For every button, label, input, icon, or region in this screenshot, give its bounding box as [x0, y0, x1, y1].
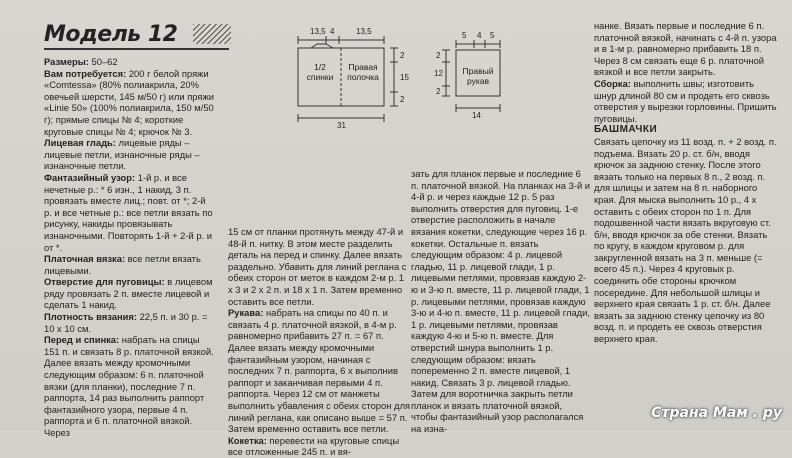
paragraph-heading: Размеры: — [44, 56, 89, 67]
paragraph-text: 22,5 п. и 30 р. = 10 х 10 см. — [44, 311, 208, 334]
paragraph-heading: Перед и спинка: — [44, 334, 120, 346]
paragraph-heading: Рукава: — [228, 307, 264, 319]
piece-label-front: Правая полочка — [347, 62, 379, 82]
paragraph-text: набрать на спицы 151 п. и связать 8 р. платочной вязкой. Далее вязать между кромочными следующим образом: 6 п. платочной вязки (для планки), последние 7 п. раппорта, 14 раз выполнить раппорт фантазийного узора, первые 4 п. раппорта и 6 п. платочной вязкой. Через — [44, 334, 214, 438]
text-column-3 — [411, 168, 591, 435]
dim-sleeve-top-3: 5 — [490, 31, 495, 40]
page-title: Модель 12 — [44, 22, 178, 47]
paragraph-text: Связать цепочку из 11 возд. п. + 2 возд. п. подъема. Вязать 20 р. ст. б/н, вводя крючок за заднюю стенку. После этого вязать только на первых 8 п., 2 возд. п. для шлицы и затем на 8 п. наборного края. Для мыска выполнить 10 р., 4 х оставить с обеих сторон по 1 п. Для подошвенной части вязать вкруговую ст. б/н, вводя крючок за обе стенки. Вязать по кругу, в каждом круговом р. для закругленной вязать на 3 п. меньше (= всего 45 п.). Через 4 круговых р. соединить обе стороны крючком посередине. Для небольшой шлицы и верхнего края связать 1 р. ст. б/н. Далее вязать за заднюю стенку цепочку из 80 возд. п. и продеть ее сквозь отверстия верхнего края. — [594, 135, 777, 345]
site-watermark: Страна Мам . ру — [651, 405, 782, 421]
dim-front-side-2: 15 — [400, 73, 409, 82]
paragraph — [44, 334, 214, 438]
paragraph — [228, 435, 410, 458]
paragraph — [228, 307, 410, 435]
paragraph — [44, 68, 214, 138]
dim-sleeve-side-2: 12 — [434, 69, 443, 78]
paragraph-heading: Плотность вязания: — [44, 311, 137, 323]
dim-sleeve-top-1: 5 — [462, 31, 467, 40]
dim-front-bottom: 31 — [337, 121, 346, 130]
paragraph — [594, 136, 778, 345]
paragraph — [44, 276, 214, 311]
paragraph-heading: Фантазийный узор: — [44, 171, 136, 183]
paragraph-text: лицевые ряды – лицевые петли, изнаночные ряды – изнаночные петли. — [44, 137, 200, 172]
paragraph-text: зать для планок первые и последние 6 п. платочной вязкой. На планках на 3-й и 4-й р. и через каждые 12 р. 5 раз выполнить отверстия для пуговиц. 1-е отверстие расположить в начале вязания кокетки, следующие через 16 р. кокетки. Остальные п. вязать следующим образом: 4 р. лицевой гладью, 11 р. лицевой глади, 1 р. лицевыми петлями, провязав каждую 2-ю и 3-ю п. вместе, 11 р. лицевой глади, 1 р. лицевыми петлями, провязав каждую 3-ю и 4-ю п. вместе, 11 р. лицевой глади, 1 р. лицевыми петлями, провязав каждую 4-ю и 5-ю п. вместе. Для отверстий шнура выполнить 1 р. следующим образом: вязать попеременно 2 п. вместе лицевой, 1 накид. Связать 3 р. лицевой гладью. Затем для воротничка закрыть петли планок и вязать платочной вязкой, чтобы фантазийный узор располагался на изна- — [411, 168, 591, 435]
paragraph-heading: Вам потребуется: — [44, 67, 127, 79]
paragraph: БАШМАЧКИ — [594, 124, 658, 136]
paragraph-text: 50–62 — [88, 56, 118, 67]
dim-sleeve-top-2: 4 — [477, 31, 482, 40]
text-column-2 — [228, 226, 410, 458]
dim-sleeve-side-3: 2 — [436, 87, 441, 96]
paragraph-text: набрать на спицы по 40 п. и связать 4 р. платочной вязкой, в 4-м р. равномерно прибавить 27 п. = 67 п. Далее вязать между кромочными фантазийным узором, начиная с последних 7 п. раппорта, 6 х выполнив раппорт и заканчивая первыми 4 п. раппорта. Через 12 см от манжеты выполнить убавления с обеих сторон для линий реглана, как описано выше = 57 п. Затем временно оставить все петли. — [228, 307, 411, 435]
paragraph-text: нанке. Вязать первые и последние 6 п. платочной вязкой, начинать с 4-й п. узора и в 1-м р. равномерно прибавить 18 п. Через 8 см связать еще 6 р. платочной вязкой и все петли закрыть. — [594, 20, 777, 78]
paragraph — [44, 311, 214, 334]
paragraph-text: перевести на круговые спицы все отложенные 245 п. и вя- — [228, 434, 400, 458]
paragraph — [594, 20, 778, 78]
paragraph-heading: Лицевая гладь: — [44, 137, 116, 149]
piece-label-back: 1/2 спинки — [306, 62, 334, 82]
paragraph-heading: Кокетка: — [228, 434, 267, 446]
paragraph — [44, 253, 214, 276]
paragraph — [44, 172, 214, 253]
dim-sleeve-bottom: 14 — [472, 111, 481, 120]
paragraph — [228, 226, 410, 307]
paragraph-heading: Сборка: — [594, 77, 631, 89]
dim-sleeve-side-1: 2 — [436, 51, 441, 60]
paragraph — [44, 137, 214, 172]
text-column-4 — [594, 20, 778, 345]
text-column-1 — [44, 56, 214, 439]
paragraph-text: все петли вязать лицевыми. — [44, 253, 201, 276]
dim-front-top-3: 13,5 — [356, 27, 372, 36]
paragraph-heading: Платочная вязка: — [44, 253, 126, 265]
piece-label-sleeve: Правый рукав — [462, 66, 494, 86]
dim-front-side-1: 2 — [400, 51, 405, 60]
paragraph-text: 15 см от планки протянуть между 47-й и 48-й п. нитку. В этом месте разделить деталь на перед и спинку. Далее вязать раздельно. Убавить для линий реглана с обеих сторон от меток в каждом 2-м р. 1 х 3 и 2 х 2 п. и 18 х 1 п. Затем временно оставить все петли. — [228, 226, 407, 307]
paragraph — [411, 168, 591, 435]
paragraph-text: в лицевом ряду провязать 2 п. вместе лицевой и сделать 1 накид. — [44, 276, 213, 311]
paragraph — [594, 78, 778, 124]
paragraph-text: 200 г белой пряжи «Comtessa» (80% полиакрила, 20% овечьей шерсти, 145 м/50 г) или пряжи «Linie 50» (100% полиакрила, 150 м/50 г); прямые спицы № 4; короткие круговые спицы № 4; крючок № 3. — [44, 67, 214, 137]
paragraph-heading: Отверстие для пуговицы: — [44, 276, 165, 288]
paragraph-text: 1-й р. и все нечетные р.: * 6 изн., 1 накид, 3 п. провязать вместе лиц.; повт. от *; 2-й р. и все четные р.: все петли вязать по рисунку, накиды провязывать изнаночными. Повторять 1-й + 2-й р. и от *. — [44, 171, 213, 253]
dim-front-side-3: 2 — [400, 95, 405, 104]
dim-front-top-1: 13,5 — [310, 27, 326, 36]
dim-front-top-2: 4 — [330, 27, 335, 36]
paragraph-text: выполнить швы; изготовить шнур длиной 80 см и продеть его сквозь отверстия у вырезки горловины. Пришить пуговицы. — [594, 77, 777, 124]
paragraph — [44, 56, 214, 68]
